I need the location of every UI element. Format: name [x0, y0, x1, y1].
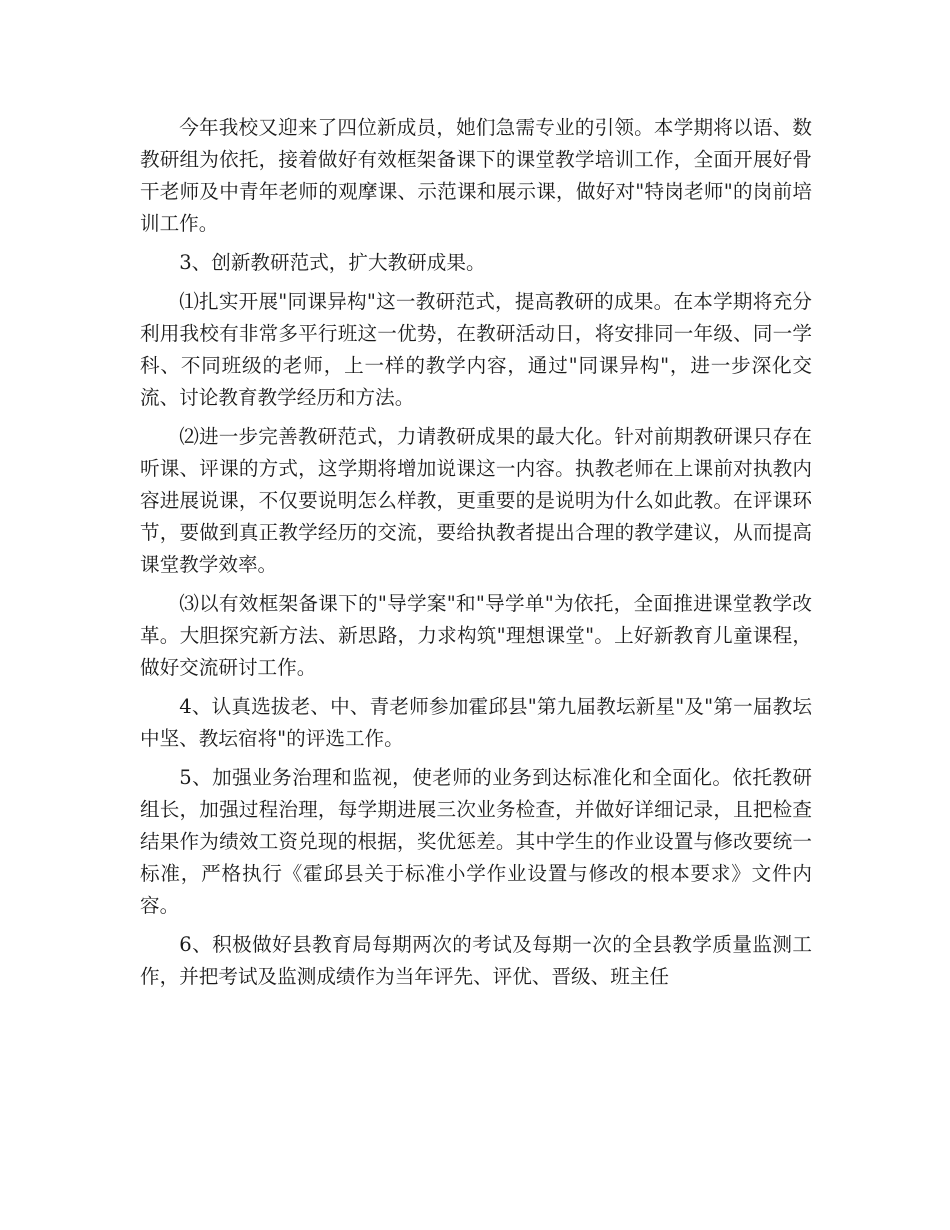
document-body [140, 112, 812, 1000]
paragraph-item-2: ⑵进一步完善教研范式，力请教研成果的最大化。针对前期教研课只存在听课、评课的方式，这学期将增加说课这一内容。执教老师在上课前对执教内容进展说课，不仅要说明怎么样教，更重要的是说明为什么如此教。在评课环节，要做到真正教学经历的交流，要给执教者提出合理的教学建议，从而提高课堂教学效率。 [140, 425, 812, 576]
paragraph-intro: 今年我校又迎来了四位新成员，她们急需专业的引领。本学期将以语、数教研组为依托，接着做好有效框架备课下的课堂教学培训工作，全面开展好骨干老师及中青年老师的观摩课、示范课和展示课，做好对"特岗老师"的岗前培训工作。 [140, 116, 812, 235]
paragraph-heading-4: 4、认真选拔老、中、青老师参加霍邱县"第九届教坛新星"及"第一届教坛中坚、教坛宿将"的评选工作。 [140, 695, 812, 750]
paragraph-heading-5: 5、加强业务治理和监视，使老师的业务到达标准化和全面化。依托教研组长，加强过程治理，每学期进展三次业务检查，并做好详细记录，且把检查结果作为绩效工资兑现的根据，奖优惩差。其中学生的作业设置与修改要统一标准，严格执行《霍邱县关于标准小学作业设置与修改的根本要求》文件内容。 [140, 766, 812, 917]
paragraph-heading-6: 6、积极做好县教育局每期两次的考试及每期一次的全县教学质量监测工作，并把考试及监测成绩作为当年评先、评优、晋级、班主任 [140, 933, 812, 988]
paragraph-item-1: ⑴扎实开展"同课异构"这一教研范式，提高教研的成果。在本学期将充分利用我校有非常多平行班这一优势，在教研活动日，将安排同一年级、同一学科、不同班级的老师，上一样的教学内容，通过"同课异构"，进一步深化交流、讨论教育教学经历和方法。 [140, 290, 812, 409]
paragraph-heading-3: 3、创新教研范式，扩大教研成果。 [179, 251, 486, 274]
paragraph-item-3: ⑶以有效框架备课下的"导学案"和"导学单"为依托，全面推进课堂教学改革。大胆探究新方法、新思路，力求构筑"理想课堂"。上好新教育儿童课程，做好交流研讨工作。 [140, 592, 812, 679]
